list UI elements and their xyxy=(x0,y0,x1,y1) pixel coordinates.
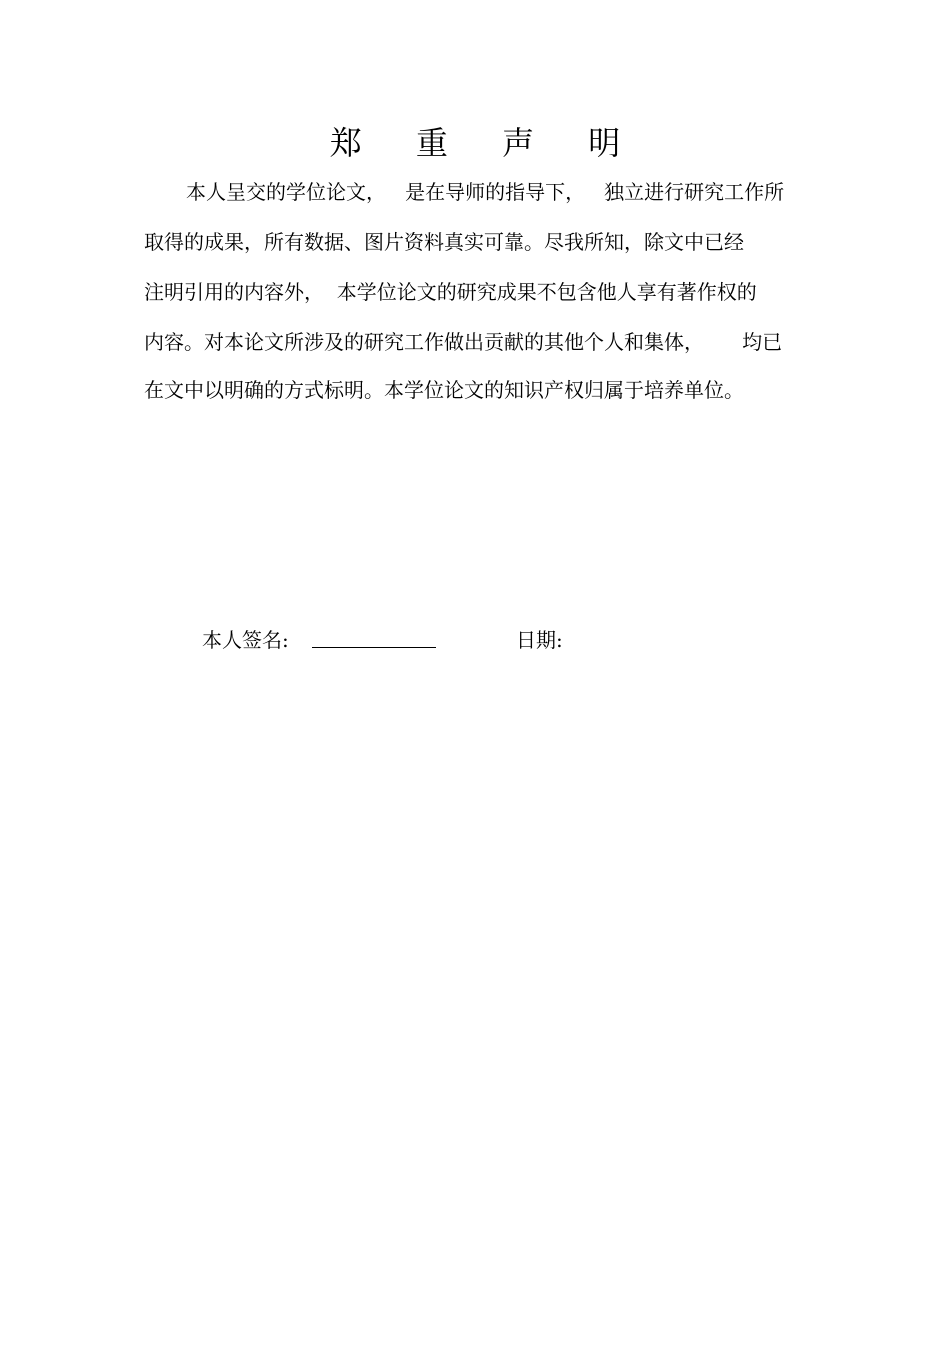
declaration-line: 内容。对本论文所涉及的研究工作做出贡献的其他个人和集体， 均已 xyxy=(144,330,783,354)
declaration-line: 取得的成果，所有数据、图片资料真实可靠。尽我所知，除文中已经 xyxy=(144,230,744,254)
declaration-line: 在文中以明确的方式标明。本学位论文的知识产权归属于培养单位。 xyxy=(144,378,744,402)
signature-label: 本人签名: xyxy=(202,628,289,652)
declaration-line: 注明引用的内容外， 本学位论文的研究成果不包含他人享有著作权的 xyxy=(144,280,757,304)
page-title: 郑 重 声 明 xyxy=(329,124,643,162)
date-label: 日期: xyxy=(516,628,563,652)
signature-row xyxy=(0,625,950,657)
declaration-line: 本人呈交的学位论文， 是在导师的指导下， 独立进行研究工作所 xyxy=(186,180,785,204)
signature-field[interactable] xyxy=(312,647,436,648)
